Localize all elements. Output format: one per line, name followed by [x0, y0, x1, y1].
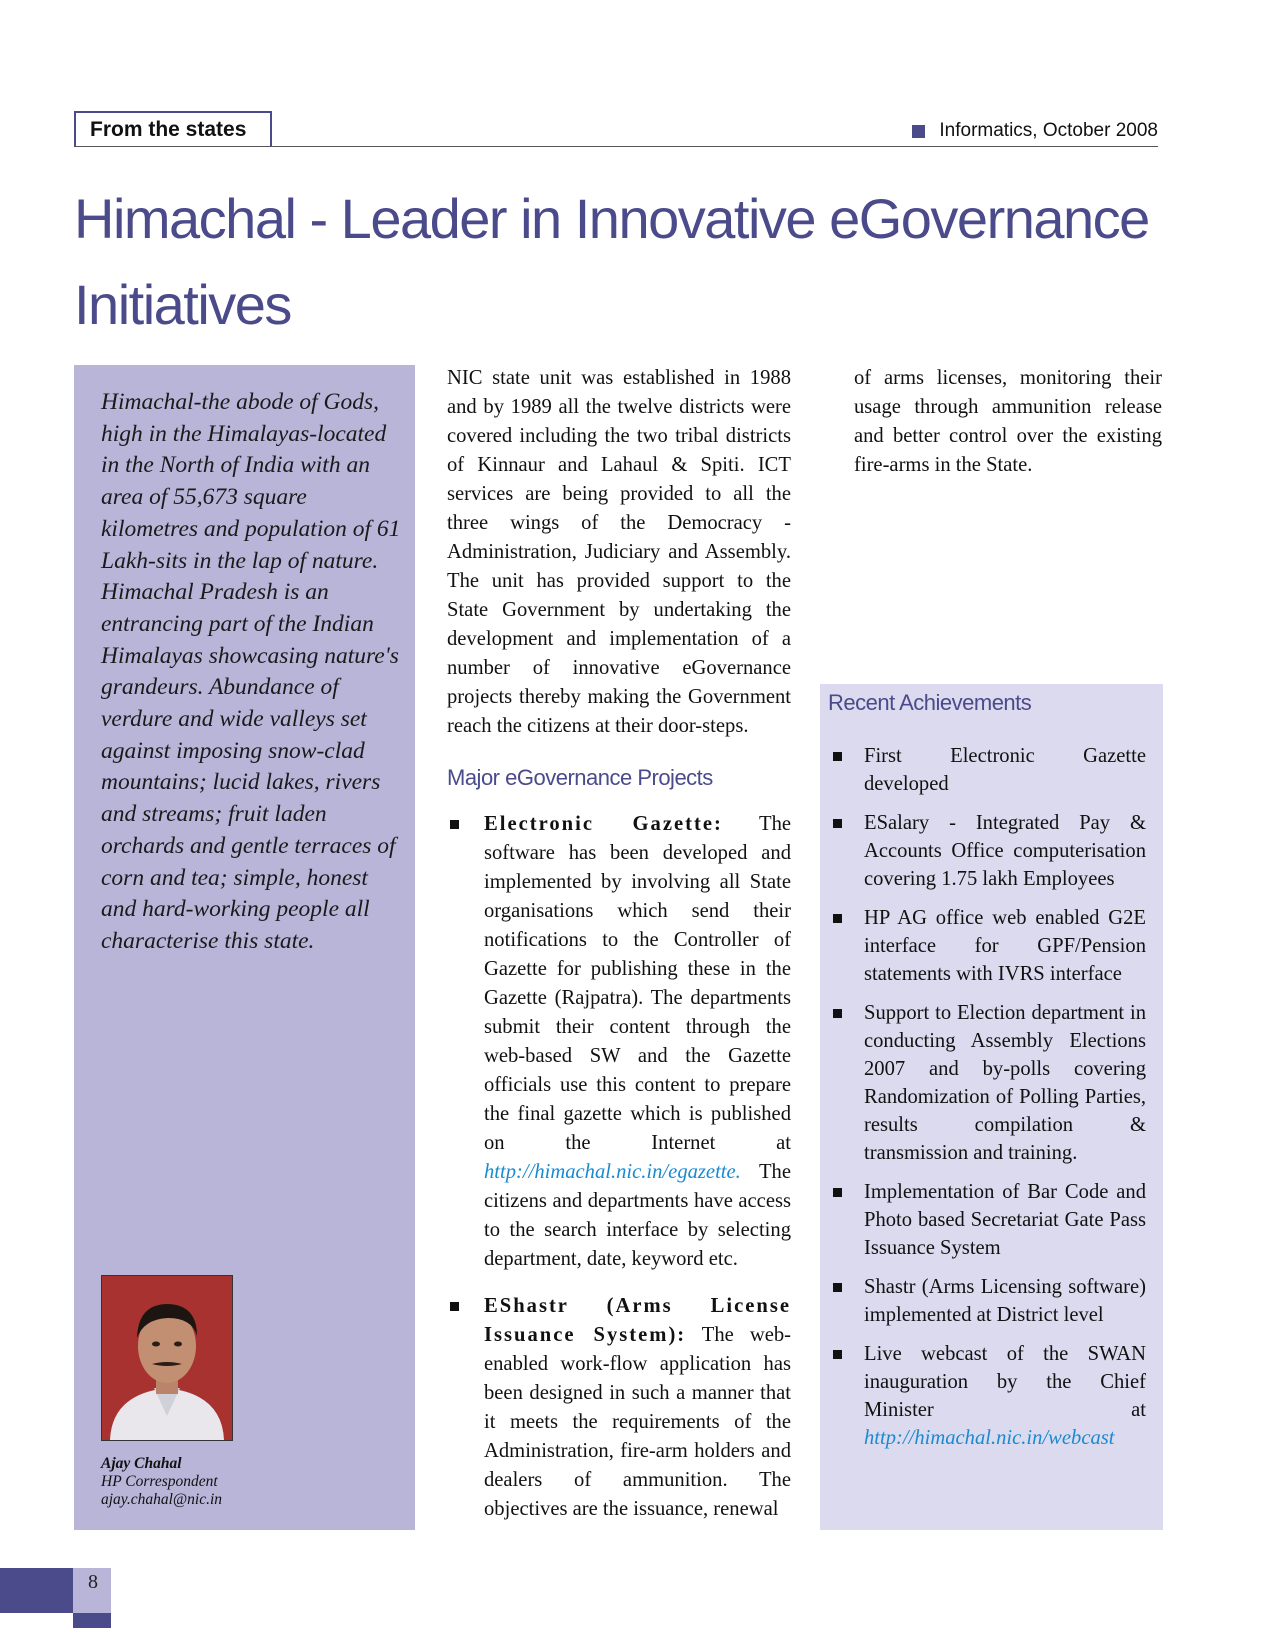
achievement-item: Implementation of Bar Code and Photo based Secretariat Gate Pass Issuance System — [830, 1178, 1146, 1262]
achievements-heading: Recent Achievements — [828, 690, 1032, 715]
achievement-item: Support to Election department in conducting Assembly Elections 2007 and by-polls covering Randomization of Polling Parties, results compilation & transmission and training. — [830, 999, 1146, 1167]
footer-accent-block — [0, 1568, 73, 1613]
intro-sidebar — [74, 365, 415, 1530]
projects-list — [447, 810, 791, 1524]
article-title: Himachal - Leader in Innovative eGovernance Initiatives — [74, 187, 1149, 336]
project-text: The web-enabled work-flow application has been designed in such a manner that it meets the requirements of the Administration, fire-arm holders and dealers of ammunition. The objectives are the issuance, renewal — [484, 1324, 791, 1520]
author-name: Ajay Chahal — [101, 1455, 182, 1472]
publication-info — [912, 120, 1158, 142]
header-rule — [74, 146, 1158, 147]
project-text: The software has been developed and implemented by involving all State organisations which send their notifications to the Controller of Gazette for publishing these in the Gazette (Rajpatra). The departments submit their content through the web-based SW and the Gazette officials use this content to prepare the final gazette which is published on the Internet at — [484, 813, 792, 1154]
project-title: EShastr (Arms License Issuance System): — [484, 1295, 791, 1346]
footer-accent-strip — [73, 1613, 111, 1628]
achievement-text: Live webcast of the SWAN inauguration by the Chief Minister at — [864, 1343, 1146, 1421]
achievements-list — [830, 742, 1146, 1463]
project-text: The citizens and departments have access to the search interface by selecting department, date, keyword etc. — [484, 1161, 791, 1270]
project-eshastr — [447, 1292, 791, 1524]
sidebar-intro-text: Himachal-the abode of Gods, high in the Himalayas-located in the North of India with an area of 55,673 square kilometres and population of 61 Lakh-sits in the lap of nature. Himachal Pradesh is an entrancing part of the Indian Himalayas showcasing nature's grandeurs. Abundance of verdure and wide valleys set against imposing snow-clad mountains; lucid lakes, rivers and streams; fruit laden orchards and gentle terraces of corn and tea; simple, honest and hard-working people all characterise this state. — [101, 389, 401, 954]
article-column-3 — [854, 364, 1162, 480]
achievements-box — [820, 684, 1163, 1530]
author-email[interactable]: ajay.chahal@nic.in — [101, 1491, 223, 1508]
achievement-item: First Electronic Gazette developed — [830, 742, 1146, 798]
article-column-2 — [447, 364, 791, 1524]
projects-heading: Major eGovernance Projects — [447, 765, 713, 790]
author-credit — [101, 1455, 222, 1509]
page-number: 8 — [88, 1571, 98, 1593]
egazette-link[interactable]: http://himachal.nic.in/egazette. — [484, 1161, 741, 1183]
publication-label: Informatics, October 2008 — [939, 120, 1158, 141]
achievement-item: HP AG office web enabled G2E interface for GPF/Pension statements with IVRS interface — [830, 904, 1146, 988]
project-text-continued: of arms licenses, monitoring their usage through ammunition release and better control over the existing fire-arms in the State. — [854, 367, 1162, 476]
webcast-link[interactable]: http://himachal.nic.in/webcast — [864, 1427, 1115, 1449]
author-photo — [101, 1275, 233, 1441]
project-electronic-gazette — [447, 810, 791, 1274]
author-portrait-icon — [102, 1276, 232, 1440]
project-title: Electronic Gazette: — [484, 813, 723, 835]
body-intro: NIC state unit was established in 1988 and by 1989 all the twelve districts were covered including the two tribal districts of Kinnaur and Lahaul & Spiti. ICT services are being provided to all the three wings of the Democracy - Administration, Judiciary and Assembly. The unit has provided support to the State Government by undertaking the development and implementation of a number of innovative eGovernance projects thereby making the Government reach the citizens at their door-steps. — [447, 367, 791, 737]
achievement-item-webcast — [830, 1340, 1146, 1452]
achievement-item: Shastr (Arms Licensing software) implemented at District level — [830, 1273, 1146, 1329]
achievement-item: ESalary - Integrated Pay & Accounts Office computerisation covering 1.75 lakh Employees — [830, 809, 1146, 893]
section-tag: From the states — [74, 111, 272, 147]
author-role: HP Correspondent — [101, 1473, 218, 1490]
square-bullet-icon — [912, 125, 925, 138]
